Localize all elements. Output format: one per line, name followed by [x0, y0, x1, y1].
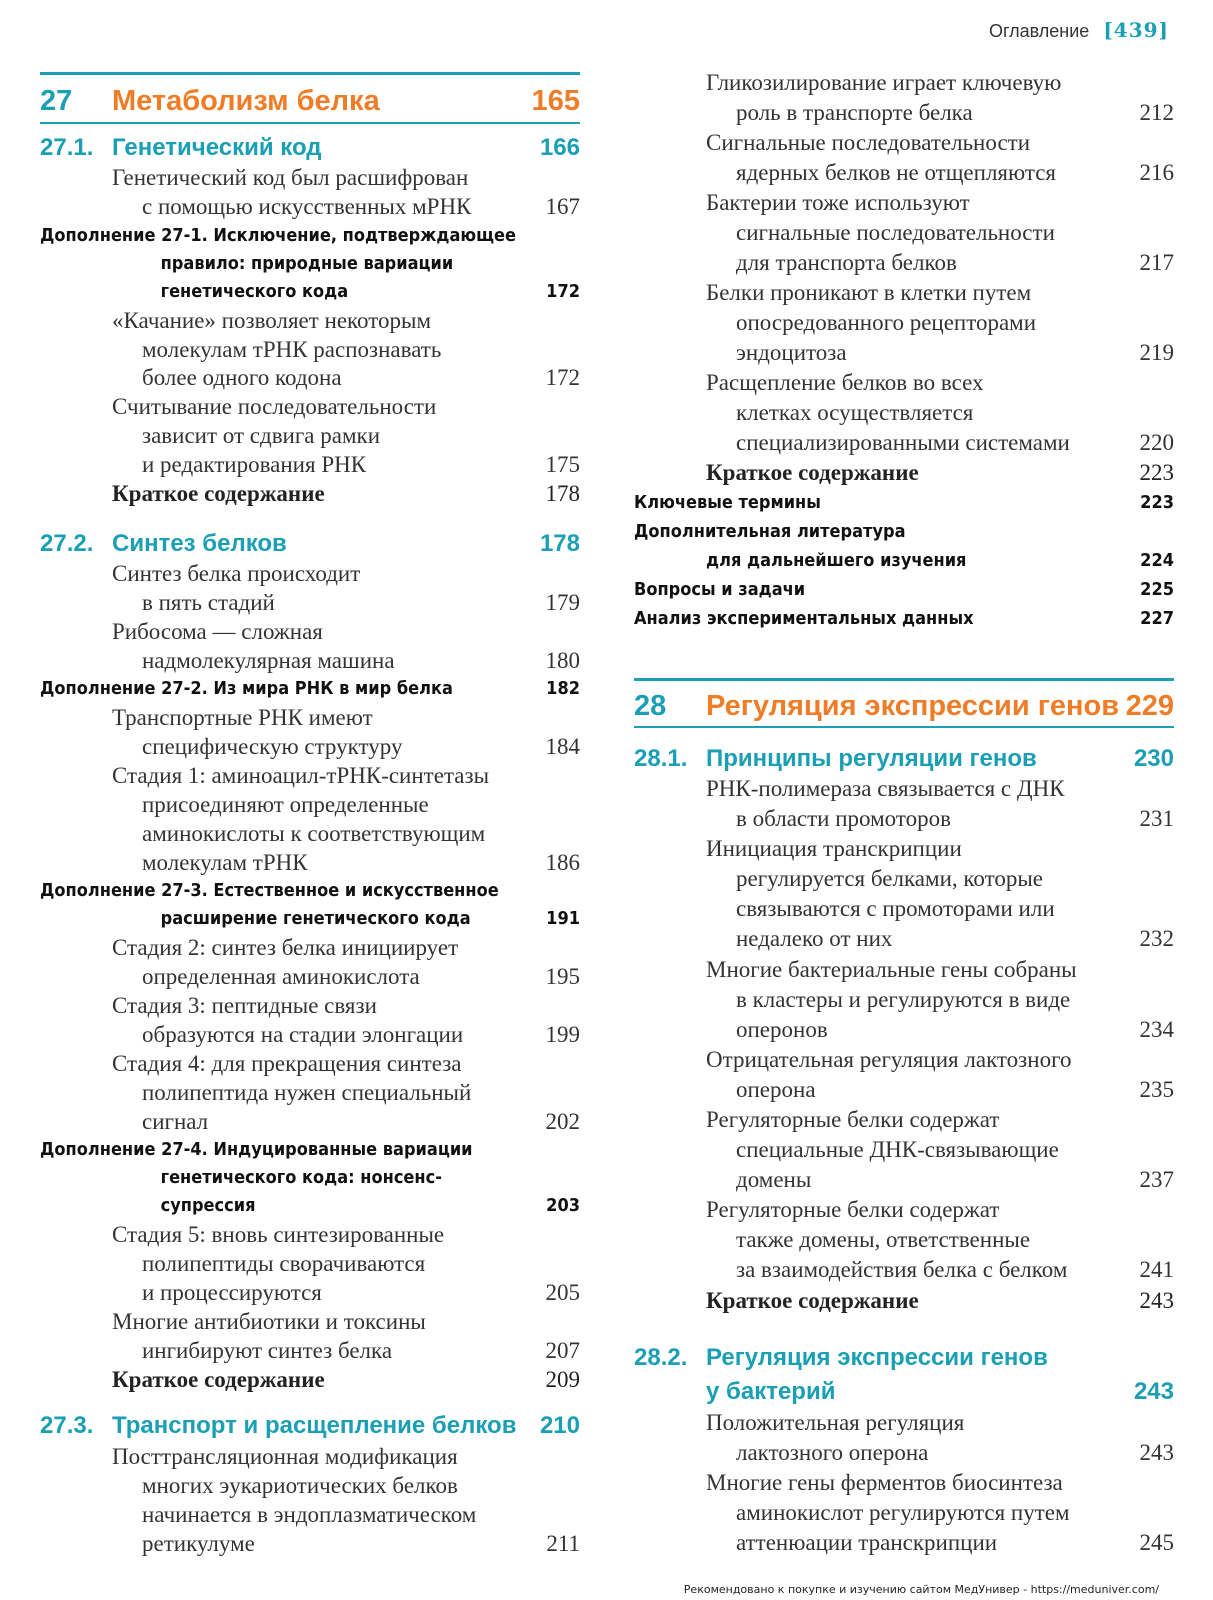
- entry-page: 172: [545, 365, 580, 390]
- box-entry-line[interactable]: [40, 1192, 580, 1220]
- endmatter-entry[interactable]: [634, 605, 1174, 633]
- entry-page: 182: [546, 678, 580, 699]
- chapter-28-heading[interactable]: [634, 688, 1174, 724]
- chapter-title: Метаболизм белка: [112, 85, 380, 117]
- toc-entry-line[interactable]: опосредованного рецепторами: [736, 310, 1037, 335]
- toc-entry-line[interactable]: Положительная регуляция: [706, 1410, 965, 1435]
- entry-text: специализированными системами: [736, 430, 1070, 455]
- box-entry-line[interactable]: Дополнение 27-1. Исключение, подтверждающее: [40, 225, 517, 246]
- toc-entry-line[interactable]: аминокислот регулируются путем: [736, 1500, 1070, 1525]
- section-number: 27.1.: [40, 134, 94, 161]
- entry-page: 220: [1139, 430, 1174, 455]
- section-27-1-heading[interactable]: [40, 132, 580, 164]
- entry-page: 241: [1139, 1257, 1174, 1282]
- section-number: 28.2.: [634, 1344, 688, 1371]
- toc-entry-line[interactable]: молекулам тРНК распознавать: [142, 337, 442, 362]
- entry-page: 237: [1139, 1167, 1174, 1192]
- section-number: 27.2.: [40, 530, 94, 557]
- toc-entry-line[interactable]: [40, 1107, 580, 1137]
- entry-text: Краткое содержание: [112, 1367, 325, 1392]
- toc-entry-line[interactable]: начинается в эндоплазматическом: [142, 1502, 477, 1527]
- entry-page: 212: [1139, 100, 1174, 125]
- toc-entry-line[interactable]: [634, 1528, 1174, 1558]
- toc-entry-line[interactable]: Считывание последовательности: [112, 394, 437, 419]
- toc-entry-line[interactable]: [40, 962, 580, 992]
- entry-page: 231: [1139, 806, 1174, 831]
- toc-entry-line[interactable]: [40, 646, 580, 676]
- section-page: 230: [1133, 745, 1174, 772]
- entry-text: Дополнение 27-2. Из мира РНК в мир белка: [40, 678, 453, 699]
- toc-entry-line[interactable]: [634, 804, 1174, 834]
- toc-entry-line[interactable]: Стадия 2: синтез белка инициирует: [112, 935, 459, 960]
- toc-entry-line[interactable]: специальные ДНК-связывающие: [736, 1137, 1059, 1162]
- entry-text: оперонов: [736, 1017, 828, 1042]
- toc-entry-line[interactable]: сигнальные последовательности: [736, 220, 1055, 245]
- toc-entry-line[interactable]: [40, 363, 580, 393]
- entry-text: недалеко от них: [736, 926, 893, 951]
- section-title: у бактерий: [706, 1378, 836, 1405]
- toc-entry-line[interactable]: [634, 1438, 1174, 1468]
- toc-entry-line[interactable]: [634, 1255, 1174, 1285]
- summary-entry[interactable]: [40, 479, 580, 509]
- toc-entry-line[interactable]: Многие гены ферментов биосинтеза: [706, 1470, 1063, 1495]
- toc-entry-line[interactable]: [634, 338, 1174, 368]
- section-page: 166: [539, 134, 580, 161]
- entry-text: супрессия: [160, 1195, 256, 1216]
- entry-page: 217: [1139, 250, 1174, 275]
- toc-entry-line[interactable]: клетках осуществляется: [736, 400, 974, 425]
- toc-entry-line[interactable]: Расщепление белков во всех: [706, 370, 984, 395]
- box-entry-line[interactable]: генетического кода: нонсенс-: [160, 1167, 442, 1188]
- toc-entry-line[interactable]: [634, 98, 1174, 128]
- toc-entry-line[interactable]: полипептиды сворачиваются: [142, 1251, 426, 1276]
- entry-page: 175: [545, 452, 580, 477]
- chapter-title: Регуляция экспрессии генов: [706, 690, 1120, 722]
- entry-page: 216: [1139, 160, 1174, 185]
- entry-text: Анализ экспериментальных данных: [634, 608, 974, 629]
- entry-text: и редактирования РНК: [142, 452, 367, 477]
- toc-entry-line[interactable]: Транспортные РНК имеют: [112, 705, 373, 730]
- summary-entry[interactable]: [634, 458, 1174, 488]
- section-title: Транспорт и расщепление белков: [112, 1412, 517, 1439]
- entry-page: 179: [545, 590, 580, 615]
- toc-entry-line[interactable]: [634, 924, 1174, 954]
- box-entry-line[interactable]: [40, 278, 580, 306]
- entry-text: Краткое содержание: [112, 481, 325, 506]
- endmatter-entry[interactable]: [634, 489, 1174, 517]
- entry-text: сигнал: [142, 1109, 209, 1134]
- box-entry-line[interactable]: [40, 905, 580, 933]
- toc-entry-line[interactable]: [40, 1336, 580, 1366]
- entry-page: 243: [1139, 1288, 1174, 1313]
- toc-entry-line[interactable]: Стадия 3: пептидные связи: [112, 993, 377, 1018]
- section-title: Синтез белков: [112, 530, 287, 557]
- section-27-2-heading[interactable]: [40, 528, 580, 560]
- section-28-1-heading[interactable]: [634, 743, 1174, 775]
- entry-text: за взаимодействия белка с белком: [736, 1257, 1068, 1282]
- entry-page: 202: [545, 1109, 580, 1134]
- toc-entry-line[interactable]: Бактерии тоже используют: [706, 190, 970, 215]
- entry-text: определенная аминокислота: [142, 964, 420, 989]
- toc-entry-line[interactable]: Многие бактериальные гены собраны: [706, 957, 1077, 982]
- toc-entry-line[interactable]: регулируется белками, которые: [736, 866, 1043, 891]
- chapter-page: 229: [1125, 690, 1174, 722]
- entry-text: специфическую структуру: [142, 734, 403, 759]
- toc-entry-line[interactable]: присоединяют определенные: [142, 792, 429, 817]
- entry-page: 232: [1139, 926, 1174, 951]
- toc-entry-line[interactable]: [40, 1529, 580, 1559]
- endmatter-entry[interactable]: [634, 547, 1174, 575]
- toc-entry-line[interactable]: [634, 158, 1174, 188]
- entry-page: 245: [1139, 1530, 1174, 1555]
- section-page: 178: [539, 530, 580, 557]
- entry-page: 203: [546, 1195, 580, 1216]
- toc-entry-line[interactable]: [40, 1278, 580, 1308]
- endmatter-entry[interactable]: [634, 576, 1174, 604]
- toc-entry-line[interactable]: Стадия 4: для прекращения синтеза: [112, 1051, 462, 1076]
- entry-text: в области промоторов: [736, 806, 951, 831]
- entry-text: аттенюации транскрипции: [736, 1530, 998, 1555]
- entry-page: 223: [1140, 492, 1174, 513]
- toc-entry-line[interactable]: [40, 732, 580, 762]
- entry-page: 184: [545, 734, 580, 759]
- entry-page: 224: [1140, 550, 1174, 571]
- entry-page: 211: [546, 1531, 580, 1556]
- running-header: [989, 18, 1169, 42]
- chapter-page: 165: [531, 85, 580, 117]
- entry-page: 167: [545, 194, 580, 219]
- section-page: 243: [1133, 1378, 1174, 1405]
- toc-entry-line[interactable]: Сигнальные последовательности: [706, 130, 1031, 155]
- chapter-28-bottom-rule: [634, 726, 1174, 728]
- toc-entry-line[interactable]: [634, 428, 1174, 458]
- entry-text: Краткое содержание: [706, 1288, 919, 1313]
- section-title: Регуляция экспрессии генов: [706, 1344, 1048, 1371]
- entry-text: роль в транспорте белка: [736, 100, 973, 125]
- entry-page: 199: [545, 1022, 580, 1047]
- toc-entry-line[interactable]: Белки проникают в клетки путем: [706, 280, 1032, 305]
- summary-entry[interactable]: [40, 1365, 580, 1395]
- toc-entry-line[interactable]: [40, 588, 580, 618]
- entry-page: 225: [1140, 579, 1174, 600]
- toc-entry-line[interactable]: Инициация транскрипции: [706, 836, 962, 861]
- entry-page: 180: [545, 648, 580, 673]
- toc-entry-line[interactable]: Генетический код был расшифрован: [112, 165, 469, 190]
- entry-text: эндоцитоза: [736, 340, 847, 365]
- section-number: 27.3.: [40, 1412, 94, 1439]
- entry-text: в пять стадий: [142, 590, 275, 615]
- entry-text: молекулам тРНК: [142, 850, 308, 875]
- entry-page: 235: [1139, 1077, 1174, 1102]
- entry-page: 178: [545, 481, 580, 506]
- entry-text: Вопросы и задачи: [634, 579, 806, 600]
- toc-entry-line[interactable]: Регуляторные белки содержат: [706, 1197, 1000, 1222]
- toc-entry-line[interactable]: Стадия 1: аминоацил-тРНК-синтетазы: [112, 763, 490, 788]
- toc-entry-line[interactable]: Рибосома — сложная: [112, 619, 323, 644]
- entry-page: 191: [546, 908, 580, 929]
- toc-entry-line[interactable]: [40, 192, 580, 222]
- box-entry-line[interactable]: Дополнение 27-4. Индуцированные вариации: [40, 1139, 473, 1160]
- toc-entry-line[interactable]: «Качание» позволяет некоторым: [112, 308, 432, 333]
- summary-entry[interactable]: [634, 1286, 1174, 1316]
- entry-page: 227: [1140, 608, 1174, 629]
- toc-entry-line[interactable]: Посттрансляционная модификация: [112, 1444, 458, 1469]
- toc-entry-line[interactable]: [40, 1020, 580, 1050]
- chapter-27-bottom-rule: [40, 122, 580, 124]
- endmatter-entry[interactable]: Дополнительная литература: [634, 521, 906, 542]
- chapter-number: 28: [634, 690, 667, 722]
- section-27-3-heading[interactable]: [40, 1410, 580, 1442]
- entry-text: ретикулуме: [142, 1531, 255, 1556]
- section-title: Принципы регуляции генов: [706, 745, 1037, 772]
- toc-entry-line[interactable]: Гликозилирование играет ключевую: [706, 70, 1062, 95]
- section-number: 28.1.: [634, 745, 688, 772]
- box-entry-line[interactable]: [40, 675, 580, 703]
- entry-text: генетического кода: [160, 281, 349, 302]
- section-28-2-heading-cont[interactable]: [634, 1376, 1174, 1408]
- section-page: 210: [539, 1412, 580, 1439]
- chapter-27-top-rule: [40, 72, 580, 75]
- toc-entry-line[interactable]: Синтез белка происходит: [112, 561, 361, 586]
- toc-entry-line[interactable]: [634, 1165, 1174, 1195]
- entry-text: домены: [736, 1167, 812, 1192]
- chapter-number: 27: [40, 85, 73, 117]
- chapter-28-top-rule: [634, 678, 1174, 681]
- entry-text: надмолекулярная машина: [142, 648, 395, 673]
- toc-entry-line[interactable]: [634, 248, 1174, 278]
- toc-entry-line[interactable]: связываются с промоторами или: [736, 896, 1055, 921]
- entry-page: 209: [545, 1367, 580, 1392]
- entry-text: Краткое содержание: [706, 460, 919, 485]
- section-28-2-heading[interactable]: [634, 1342, 1174, 1374]
- entry-page: 205: [545, 1280, 580, 1305]
- toc-entry-line[interactable]: Отрицательная регуляция лактозного: [706, 1047, 1072, 1072]
- toc-entry-line[interactable]: многих эукариотических белков: [142, 1473, 458, 1498]
- entry-text: оперона: [736, 1077, 816, 1102]
- entry-page: 207: [545, 1338, 580, 1363]
- toc-entry-line[interactable]: [40, 450, 580, 480]
- entry-text: с помощью искусственных мРНК: [142, 194, 472, 219]
- entry-text: лактозного оперона: [736, 1440, 929, 1465]
- header-title: Оглавление: [988, 21, 1090, 41]
- entry-page: 219: [1139, 340, 1174, 365]
- entry-page: 243: [1139, 1440, 1174, 1465]
- chapter-27-heading[interactable]: [40, 83, 580, 119]
- entry-page: 186: [545, 850, 580, 875]
- entry-text: расширение генетического кода: [160, 908, 471, 929]
- header-page-number: [439]: [1103, 18, 1169, 42]
- box-entry-line[interactable]: правило: природные вариации: [160, 253, 454, 274]
- entry-text: образуются на стадии элонгации: [142, 1022, 464, 1047]
- toc-entry-line[interactable]: также домены, ответственные: [736, 1227, 1031, 1252]
- toc-entry-line[interactable]: аминокислоты к соответствующим: [142, 821, 486, 846]
- entry-page: 223: [1139, 460, 1174, 485]
- entry-page: 172: [546, 281, 580, 302]
- entry-text: ингибируют синтез белка: [142, 1338, 393, 1363]
- entry-text: для дальнейшего изучения: [706, 550, 967, 571]
- entry-text: и процессируются: [142, 1280, 322, 1305]
- toc-entry-line[interactable]: Регуляторные белки содержат: [706, 1107, 1000, 1132]
- entry-text: для транспорта белков: [736, 250, 957, 275]
- entry-text: более одного кодона: [142, 365, 342, 390]
- entry-text: ядерных белков не отщепляются: [736, 160, 1057, 185]
- toc-entry-line[interactable]: полипептида нужен специальный: [142, 1080, 472, 1105]
- box-entry-line[interactable]: Дополнение 27-3. Естественное и искусственное: [40, 880, 499, 901]
- toc-entry-line[interactable]: Стадия 5: вновь синтезированные: [112, 1222, 445, 1247]
- entry-text: Ключевые термины: [634, 492, 821, 513]
- entry-page: 234: [1139, 1017, 1174, 1042]
- toc-entry-line[interactable]: в кластеры и регулируются в виде: [736, 987, 1071, 1012]
- toc-entry-line[interactable]: [40, 848, 580, 878]
- section-title: Генетический код: [112, 134, 322, 161]
- footer-watermark: Рекомендовано к покупке и изучению сайтом МедУнивер - https://meduniver.com/: [683, 1583, 1159, 1596]
- toc-entry-line[interactable]: зависит от сдвига рамки: [142, 423, 380, 448]
- toc-entry-line[interactable]: Многие антибиотики и токсины: [112, 1309, 426, 1334]
- toc-entry-line[interactable]: [634, 1015, 1174, 1045]
- entry-page: 195: [545, 964, 580, 989]
- toc-entry-line[interactable]: [634, 1075, 1174, 1105]
- toc-entry-line[interactable]: РНК-полимераза связывается с ДНК: [706, 776, 1065, 801]
